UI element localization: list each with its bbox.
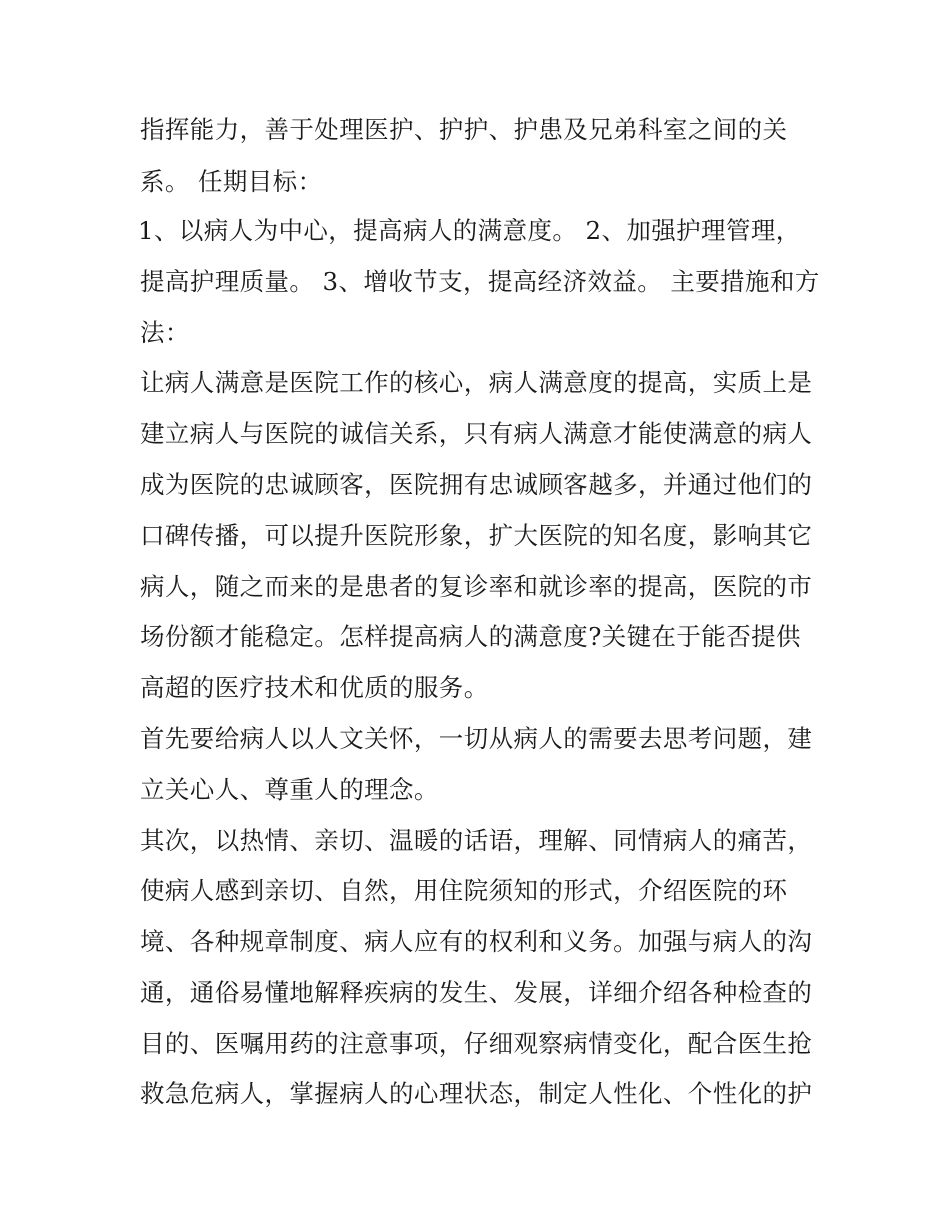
text-line: 通，通俗易懂地解释疾病的发生、发展，详细介绍各种检查的 — [140, 978, 813, 1007]
text-line: 口碑传播，可以提升医院形象，扩大医院的知名度，影响其它 — [140, 521, 813, 550]
text-line: 系。 任期目标： — [140, 167, 323, 196]
text-line: 让病人满意是医院工作的核心，病人满意度的提高，实质上是 — [140, 368, 813, 397]
text-line: 病人，随之而来的是患者的复诊率和就诊率的提高，医院的市 — [140, 572, 813, 601]
text-line: 救急危病人，掌握病人的心理状态，制定人性化、个性化的护 — [140, 1079, 813, 1108]
text-line: 法： — [140, 318, 190, 347]
text-line: 立关心人、尊重人的理念。 — [140, 775, 439, 804]
text-line: 使病人感到亲切、自然，用住院须知的形式，介绍医院的环 — [140, 876, 788, 905]
text-line: 高超的医疗技术和优质的服务。 — [140, 673, 489, 702]
text-line: 首先要给病人以人文关怀，一切从病人的需要去思考问题，建 — [140, 724, 813, 753]
text-line: 其次，以热情、亲切、温暖的话语，理解、同情病人的痛苦， — [140, 826, 813, 855]
text-line: 1、以病人为中心，提高病人的满意度。 2、加强护理管理， — [138, 216, 801, 245]
text-line: 境、各种规章制度、病人应有的权利和义务。加强与病人的沟 — [140, 927, 813, 956]
text-line: 场份额才能稳定。怎样提高病人的满意度?关键在于能否提供 — [140, 622, 801, 651]
text-line: 目的、医嘱用药的注意事项，仔细观察病情变化，配合医生抢 — [140, 1029, 813, 1058]
text-line: 成为医院的忠诚顾客，医院拥有忠诚顾客越多，并通过他们的 — [140, 470, 813, 499]
text-line: 提高护理质量。 3、增收节支，提高经济效益。 主要措施和方 — [140, 267, 820, 296]
text-line: 建立病人与医院的诚信关系，只有病人满意才能使满意的病人 — [140, 419, 813, 448]
text-line: 指挥能力，善于处理医护、护护、护患及兄弟科室之间的关 — [140, 115, 788, 144]
